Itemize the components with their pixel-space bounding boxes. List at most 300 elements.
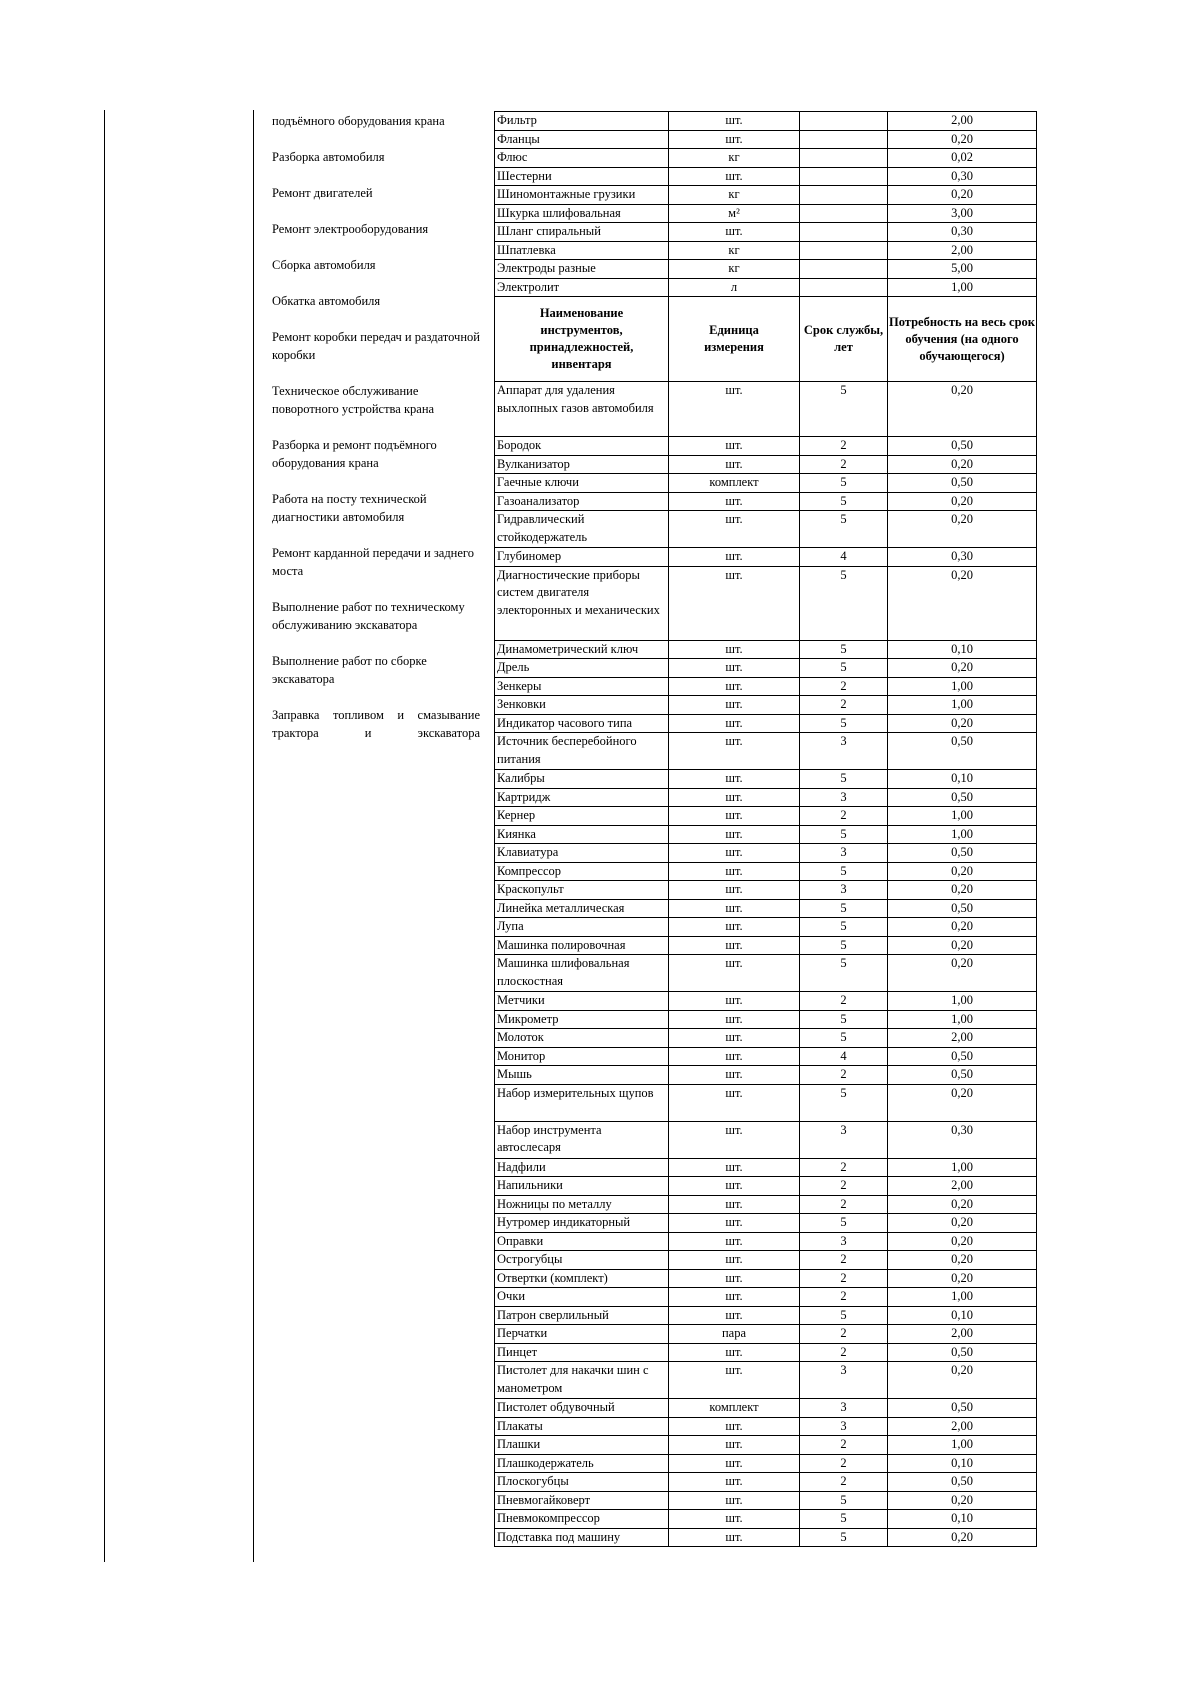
table-row [495,1121,1037,1158]
item-need: 0,50 [888,788,1037,807]
item-need: 0,20 [888,1195,1037,1214]
table-row [495,474,1037,493]
item-name: Отвертки (комплект) [495,1269,669,1288]
table-row [495,1417,1037,1436]
table-row [495,992,1037,1011]
item-name: Набор измерительных щупов [495,1084,669,1121]
item-unit: шт. [669,1177,800,1196]
table-row [495,1010,1037,1029]
item-life: 2 [800,1177,888,1196]
item-name: Дрель [495,659,669,678]
table-row [495,659,1037,678]
item-life: 5 [800,1510,888,1529]
item-life: 5 [800,770,888,789]
item-name: Гидравлический стойкодержатель [495,511,669,548]
table-row [495,1232,1037,1251]
table-row [495,862,1037,881]
item-life: 5 [800,955,888,992]
table-row [495,112,1037,131]
item-need: 0,50 [888,899,1037,918]
table-row [495,1399,1037,1418]
table-row [495,899,1037,918]
item-name: Острогубцы [495,1251,669,1270]
item-life: 3 [800,1417,888,1436]
item-need: 1,00 [888,696,1037,715]
item-name: Источник бесперебойного питания [495,733,669,770]
item-unit: комплект [669,474,800,493]
item-life [800,112,888,131]
item-unit: шт. [669,992,800,1011]
table-row [495,881,1037,900]
item-name: Вулканизатор [495,455,669,474]
item-name: Киянка [495,825,669,844]
item-life: 4 [800,548,888,567]
item-name: Надфили [495,1158,669,1177]
item-need: 0,30 [888,548,1037,567]
item-life [800,260,888,279]
table-row [495,511,1037,548]
table-row [495,1325,1037,1344]
item-need: 0,20 [888,492,1037,511]
table-row [495,1047,1037,1066]
item-unit: шт. [669,714,800,733]
item-name: Шиномонтажные грузики [495,186,669,205]
item-life: 5 [800,492,888,511]
item-name: Шпатлевка [495,241,669,260]
item-name: Пинцет [495,1343,669,1362]
table-row [495,955,1037,992]
item-need: 3,00 [888,204,1037,223]
item-need: 0,50 [888,1047,1037,1066]
header-need: Потребность на весь срок обучения (на одного обучающегося) [888,297,1037,382]
item-name: Плоскогубцы [495,1473,669,1492]
item-name: Очки [495,1288,669,1307]
item-need: 0,20 [888,566,1037,640]
table-row [495,149,1037,168]
item-need: 0,20 [888,881,1037,900]
column-divider [253,110,254,1562]
item-name: Бородок [495,437,669,456]
item-need: 1,00 [888,1158,1037,1177]
item-need: 0,20 [888,455,1037,474]
item-name: Зенкеры [495,677,669,696]
item-unit: шт. [669,1121,800,1158]
item-name: Фланцы [495,130,669,149]
item-need: 0,20 [888,1362,1037,1399]
item-life [800,223,888,242]
item-unit: шт. [669,167,800,186]
table-row [495,677,1037,696]
item-need: 0,20 [888,382,1037,437]
item-need: 1,00 [888,278,1037,297]
item-need: 5,00 [888,260,1037,279]
item-life: 5 [800,1528,888,1547]
item-name: Калибры [495,770,669,789]
item-unit: кг [669,149,800,168]
item-unit: шт. [669,1232,800,1251]
item-unit: шт. [669,1362,800,1399]
materials-rows [495,112,1037,297]
table-row [495,825,1037,844]
item-name: Пневмокомпрессор [495,1510,669,1529]
table-row [495,167,1037,186]
item-need: 0,20 [888,659,1037,678]
table-row [495,278,1037,297]
item-name: Шкурка шлифовальная [495,204,669,223]
item-need: 1,00 [888,1010,1037,1029]
item-life: 5 [800,1084,888,1121]
item-need: 0,20 [888,862,1037,881]
item-life: 5 [800,1491,888,1510]
item-unit: шт. [669,955,800,992]
item-need: 0,30 [888,167,1037,186]
item-need: 0,50 [888,474,1037,493]
work-type-item: Работа на посту технической диагностики автомобиля [272,492,427,524]
table-row [495,1528,1037,1547]
item-need: 0,20 [888,130,1037,149]
item-unit: шт. [669,1510,800,1529]
table-row [495,1491,1037,1510]
item-unit: шт. [669,1195,800,1214]
work-type-item: подъёмного оборудования крана [272,114,445,128]
item-need: 1,00 [888,677,1037,696]
item-need: 0,20 [888,1251,1037,1270]
table-row [495,1436,1037,1455]
item-unit: шт. [669,862,800,881]
item-name: Нутромер индикаторный [495,1214,669,1233]
item-need: 1,00 [888,825,1037,844]
item-unit: шт. [669,899,800,918]
item-life: 2 [800,1325,888,1344]
item-name: Оправки [495,1232,669,1251]
item-unit: шт. [669,223,800,242]
item-name: Динамометрический ключ [495,640,669,659]
item-name: Электроды разные [495,260,669,279]
item-unit: шт. [669,677,800,696]
item-unit: шт. [669,640,800,659]
item-need: 0,30 [888,223,1037,242]
item-name: Перчатки [495,1325,669,1344]
item-need: 1,00 [888,1436,1037,1455]
item-life [800,241,888,260]
item-unit: шт. [669,1528,800,1547]
table-row [495,1510,1037,1529]
item-need: 2,00 [888,241,1037,260]
item-need: 0,20 [888,714,1037,733]
item-life: 2 [800,1158,888,1177]
item-life: 2 [800,677,888,696]
item-need: 0,20 [888,1084,1037,1121]
item-unit: шт. [669,936,800,955]
item-need: 1,00 [888,1288,1037,1307]
item-name: Картридж [495,788,669,807]
table-row [495,186,1037,205]
item-name: Шестерни [495,167,669,186]
item-life: 2 [800,1269,888,1288]
item-need: 0,30 [888,1121,1037,1158]
item-life: 3 [800,1121,888,1158]
item-name: Компрессор [495,862,669,881]
item-need: 0,20 [888,511,1037,548]
item-life: 5 [800,714,888,733]
table-row [495,1269,1037,1288]
item-unit: шт. [669,1158,800,1177]
item-name: Машинка полировочная [495,936,669,955]
item-name: Флюс [495,149,669,168]
item-need: 0,10 [888,1510,1037,1529]
header-life: Срок службы, лет [800,297,888,382]
item-life: 5 [800,936,888,955]
item-unit: шт. [669,492,800,511]
item-need: 2,00 [888,1417,1037,1436]
table-row [495,241,1037,260]
item-name: Молоток [495,1029,669,1048]
work-type-item: Обкатка автомобиля [272,294,381,308]
item-life: 5 [800,918,888,937]
item-life: 3 [800,788,888,807]
table-row [495,1029,1037,1048]
item-need: 1,00 [888,992,1037,1011]
item-unit: шт. [669,511,800,548]
item-life: 3 [800,844,888,863]
item-unit: пара [669,1325,800,1344]
item-unit: шт. [669,659,800,678]
item-name: Монитор [495,1047,669,1066]
item-life: 2 [800,1454,888,1473]
item-life: 5 [800,640,888,659]
item-unit: шт. [669,1288,800,1307]
item-unit: шт. [669,696,800,715]
item-need: 0,20 [888,936,1037,955]
item-name: Пистолет для накачки шин с манометром [495,1362,669,1399]
item-need: 0,20 [888,1528,1037,1547]
item-life: 2 [800,1066,888,1085]
table-row [495,1177,1037,1196]
item-unit: шт. [669,825,800,844]
item-name: Диагностические приборы систем двигателя электоронных и механических [495,566,669,640]
table-row [495,1362,1037,1399]
item-life: 5 [800,474,888,493]
item-life [800,167,888,186]
item-unit: шт. [669,1251,800,1270]
item-unit: шт. [669,1473,800,1492]
item-life: 5 [800,659,888,678]
item-unit: л [669,278,800,297]
table-row [495,1473,1037,1492]
item-need: 2,00 [888,1177,1037,1196]
work-type-item: Ремонт коробки передач и раздаточной коробки [272,330,480,362]
tools-rows [495,382,1037,1547]
item-unit: кг [669,260,800,279]
work-type-item: Заправка топливом и смазывание трактора и экскаватора [272,708,480,740]
item-name: Гаечные ключи [495,474,669,493]
table-row [495,807,1037,826]
item-need: 0,20 [888,1491,1037,1510]
item-unit: шт. [669,130,800,149]
item-need: 0,20 [888,1214,1037,1233]
work-type-item: Техническое обслуживание поворотного устройства крана [272,384,435,416]
resources-table [494,111,1037,1547]
item-life: 2 [800,807,888,826]
table-row [495,788,1037,807]
table-row [495,1066,1037,1085]
table-row [495,1214,1037,1233]
item-unit: шт. [669,918,800,937]
item-name: Аппарат для удаления выхлопных газов автомобиля [495,382,669,437]
table-row [495,260,1037,279]
work-type-item: Ремонт двигателей [272,186,373,200]
item-unit: шт. [669,881,800,900]
table-row [495,1343,1037,1362]
work-type-item: Ремонт электрооборудования [272,222,429,236]
table-row [495,1084,1037,1121]
item-need: 0,50 [888,1473,1037,1492]
item-life: 3 [800,1232,888,1251]
item-name: Подставка под машину [495,1528,669,1547]
item-life: 2 [800,696,888,715]
item-unit: шт. [669,1454,800,1473]
table-row [495,1454,1037,1473]
table-row [495,1306,1037,1325]
item-name: Шланг спиральный [495,223,669,242]
item-name: Газоанализатор [495,492,669,511]
work-type-item: Ремонт карданной передачи и заднего моста [272,546,474,578]
item-life [800,204,888,223]
item-unit: шт. [669,1214,800,1233]
table-row [495,223,1037,242]
item-life: 5 [800,1214,888,1233]
item-life: 2 [800,1251,888,1270]
item-name: Лупа [495,918,669,937]
page-border-left [104,110,105,1562]
table-row [495,696,1037,715]
work-type-item: Разборка и ремонт подъёмного оборудования крана [272,438,437,470]
item-life: 2 [800,1343,888,1362]
item-unit: кг [669,241,800,260]
item-unit: шт. [669,1010,800,1029]
item-need: 0,20 [888,186,1037,205]
item-life: 2 [800,1473,888,1492]
table-row [495,714,1037,733]
item-life: 5 [800,1306,888,1325]
item-life: 5 [800,862,888,881]
item-name: Глубиномер [495,548,669,567]
item-need: 2,00 [888,1029,1037,1048]
item-life [800,278,888,297]
table-row [495,936,1037,955]
item-life: 5 [800,566,888,640]
work-type-item: Выполнение работ по сборке экскаватора [272,654,427,686]
item-need: 0,50 [888,844,1037,863]
item-need: 0,50 [888,1066,1037,1085]
table-row [495,844,1037,863]
item-name: Мышь [495,1066,669,1085]
item-need: 0,10 [888,1454,1037,1473]
item-need: 0,20 [888,1269,1037,1288]
item-name: Электролит [495,278,669,297]
item-name: Метчики [495,992,669,1011]
item-name: Напильники [495,1177,669,1196]
item-name: Краскопульт [495,881,669,900]
table-row [495,1288,1037,1307]
table-row [495,437,1037,456]
item-life: 5 [800,1010,888,1029]
item-name: Пневмогайковерт [495,1491,669,1510]
item-life: 3 [800,1399,888,1418]
item-need: 0,50 [888,1399,1037,1418]
item-name: Плашки [495,1436,669,1455]
table-row [495,382,1037,437]
item-need: 0,10 [888,640,1037,659]
item-name: Патрон сверлильный [495,1306,669,1325]
item-unit: шт. [669,1306,800,1325]
item-life: 2 [800,437,888,456]
item-name: Машинка шлифовальная плоскостная [495,955,669,992]
item-life [800,186,888,205]
item-life: 5 [800,899,888,918]
item-life [800,130,888,149]
item-name: Индикатор часового типа [495,714,669,733]
table-row [495,1158,1037,1177]
item-life: 3 [800,881,888,900]
item-life: 2 [800,1195,888,1214]
item-need: 0,20 [888,918,1037,937]
item-name: Зенковки [495,696,669,715]
item-unit: м² [669,204,800,223]
item-name: Кернер [495,807,669,826]
item-need: 0,50 [888,1343,1037,1362]
item-unit: шт. [669,437,800,456]
table-row [495,204,1037,223]
table-row [495,640,1037,659]
item-unit: шт. [669,1029,800,1048]
item-unit: комплект [669,1399,800,1418]
item-unit: шт. [669,1343,800,1362]
table-row [495,1251,1037,1270]
table-row [495,566,1037,640]
item-need: 0,20 [888,1232,1037,1251]
work-type-item: Разборка автомобиля [272,150,385,164]
item-unit: шт. [669,548,800,567]
item-life: 2 [800,1436,888,1455]
item-need: 0,20 [888,955,1037,992]
item-need: 2,00 [888,1325,1037,1344]
tools-header [495,297,1037,382]
item-name: Пистолет обдувочный [495,1399,669,1418]
item-name: Клавиатура [495,844,669,863]
table-row [495,918,1037,937]
item-unit: шт. [669,112,800,131]
table-row [495,770,1037,789]
item-life: 3 [800,733,888,770]
table-row [495,548,1037,567]
item-life: 5 [800,382,888,437]
item-unit: шт. [669,844,800,863]
item-name: Плашкодержатель [495,1454,669,1473]
item-name: Набор инструмента автослесаря [495,1121,669,1158]
item-need: 0,02 [888,149,1037,168]
item-life: 4 [800,1047,888,1066]
item-name: Плакаты [495,1417,669,1436]
item-life: 3 [800,1362,888,1399]
item-unit: шт. [669,455,800,474]
item-unit: шт. [669,1084,800,1121]
work-types-column [272,112,480,760]
item-need: 0,10 [888,1306,1037,1325]
item-life: 5 [800,1029,888,1048]
item-need: 0,10 [888,770,1037,789]
item-unit: шт. [669,382,800,437]
